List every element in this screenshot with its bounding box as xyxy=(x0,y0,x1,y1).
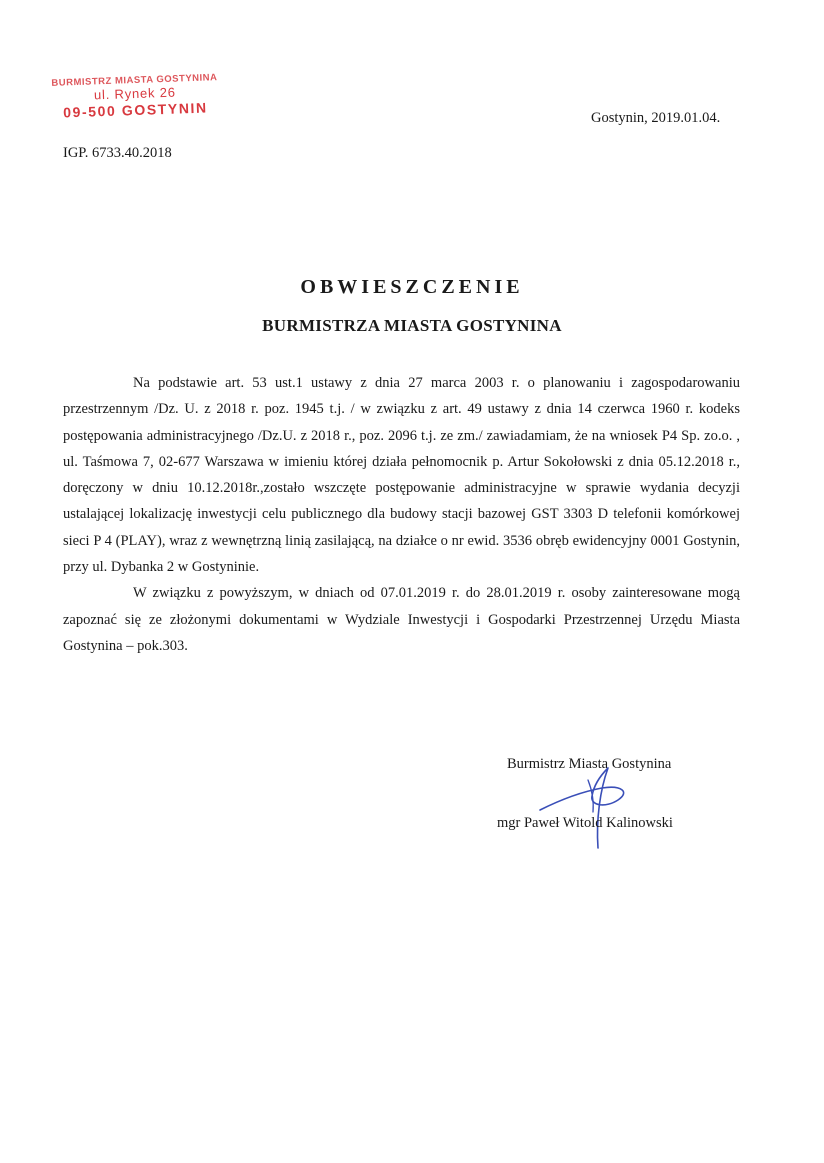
stamp-line-1: BURMISTRZ MIASTA GOSTYNINA xyxy=(51,72,218,89)
handwritten-signature xyxy=(530,760,640,855)
place-and-date: Gostynin, 2019.01.04. xyxy=(591,110,721,126)
document-body xyxy=(63,370,740,659)
signatory-title: Burmistrz Miasta Gostynina xyxy=(507,756,672,772)
stamp-line-3: 09-500 GOSTYNIN xyxy=(62,99,208,121)
document-subtitle: BURMISTRZA MIASTA GOSTYNINA xyxy=(262,316,562,335)
office-stamp xyxy=(39,73,230,122)
body-paragraph-2: W związku z powyższym, w dniach od 07.01.2019 r. do 28.01.2019 r. osoby zainteresowane mogą zapoznać się ze złożonymi dokumentami w Wydziale Inwestycji i Gospodarki Przestrzennej Urzędu Miasta Gostynina – pok.303. xyxy=(63,585,740,654)
document-title: OBWIESZCZENIE xyxy=(300,276,524,298)
stamp-line-2: ul. Rynek 26 xyxy=(93,84,177,103)
reference-number: IGP. 6733.40.2018 xyxy=(63,145,172,161)
body-paragraph-1: Na podstawie art. 53 ust.1 ustawy z dnia 27 marca 2003 r. o planowaniu i zagospodarowaniu przestrzennym /Dz. U. z 2018 r. poz. 1945 t.j. / w związku z art. 49 ustawy z dnia 14 czerwca 1960 r. kodeks postępowania administracyjnego /Dz.U. z 2018 r., poz. 2096 t.j. ze zm./ zawiadamiam, że na wniosek P4 Sp. zo.o. , ul. Taśmowa 7, 02-677 Warszawa w imieniu której działa pełnomocnik p. Artur Sokołowski z dnia 05.12.2018 r., doręczony w dniu 10.12.2018r.,zostało wszczęte postępowanie administracyjne w sprawie wydania decyzji ustalającej lokalizację inwestycji celu publicznego dla budowy stacji bazowej GST 3303 D telefonii komórkowej sieci P 4 (PLAY), wraz z wewnętrzną linią zasilającą, na działce o nr ewid. 3536 obręb ewidencyjny 0001 Gostynin, przy ul. Dybanka 2 w Gostyninie. xyxy=(63,375,740,576)
signatory-name: mgr Paweł Witold Kalinowski xyxy=(497,815,673,831)
